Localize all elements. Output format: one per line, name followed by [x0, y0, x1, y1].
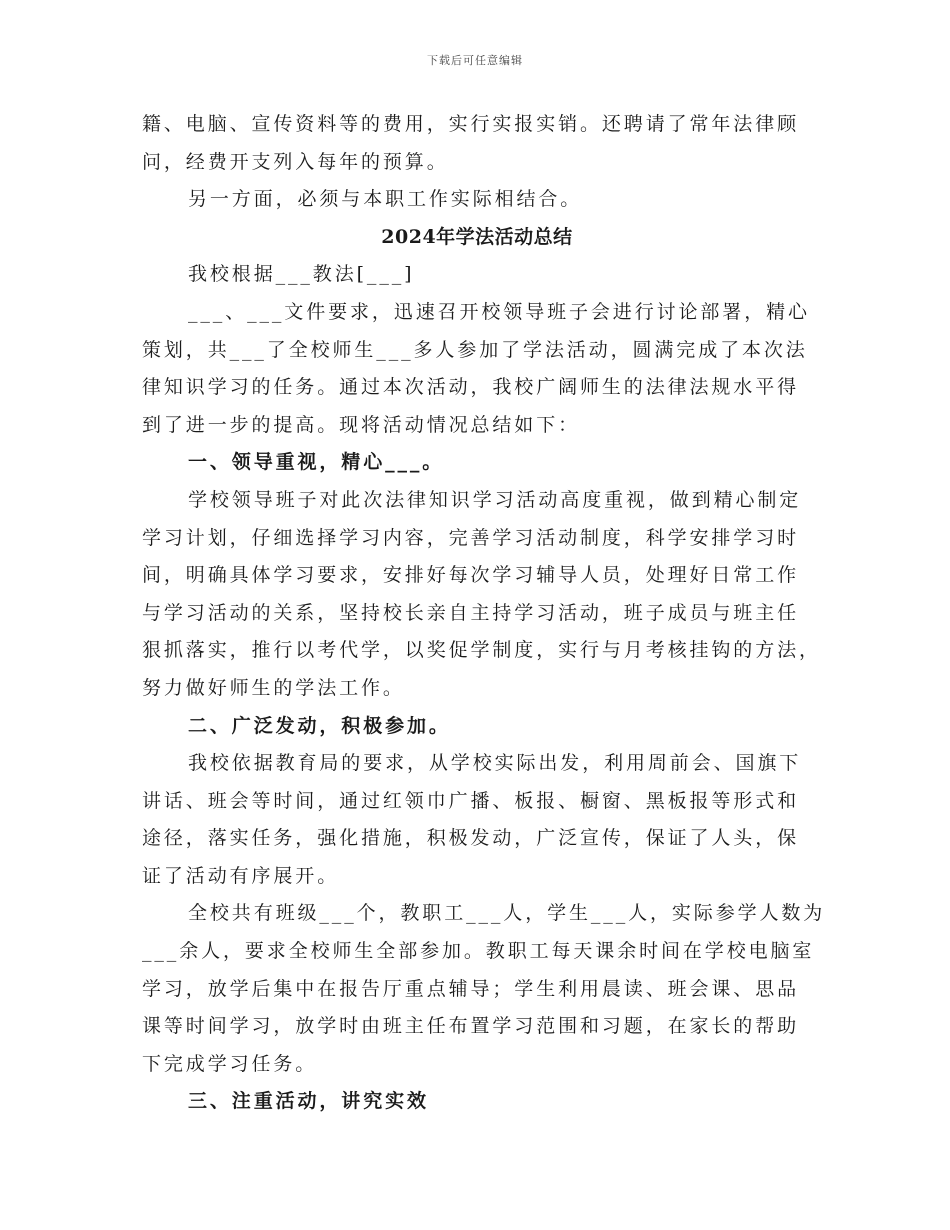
paragraph-line: 另一方面，必须与本职工作实际相结合。 [188, 188, 583, 211]
paragraph-line: 间，明确具体学习要求，安排好每次学习辅导人员，处理好日常工作 [142, 564, 800, 587]
paragraph-line: 课等时间学习，放学时由班主任布置学习范围和习题，在家长的帮助 [142, 1015, 800, 1038]
paragraph-line: 途径，落实任务，强化措施，积极发动，广泛宣传，保证了人头，保 [142, 827, 800, 850]
paragraph-line: 到了进一步的提高。现将活动情况总结如下： [142, 413, 581, 436]
document-title: 2024年学法活动总结 [381, 225, 573, 248]
page-header: 下载后可任意编辑 [427, 54, 523, 67]
paragraph-line: 学习计划，仔细选择学习内容，完善学习活动制度，科学安排学习时 [142, 526, 800, 549]
paragraph-line: ___、___文件要求，迅速召开校领导班子会进行讨论部署，精心 [188, 300, 810, 323]
paragraph-line: 策划，共___了全校师生___多人参加了学法活动，圆满完成了本次法 [142, 338, 808, 361]
paragraph-line: 讲话、班会等时间，通过红领巾广播、板报、橱窗、黑板报等形式和 [142, 789, 800, 812]
paragraph-line: 努力做好师生的学法工作。 [142, 676, 405, 699]
paragraph-line: 学习，放学后集中在报告厅重点辅导；学生利用晨读、班会课、思品 [142, 977, 800, 1000]
paragraph-line: ___余人，要求全校师生全部参加。教职工每天课余时间在学校电脑室 [142, 940, 815, 963]
paragraph-line: 证了活动有序展开。 [142, 864, 340, 887]
paragraph-line: 籍、电脑、宣传资料等的费用，实行实报实销。还聘请了常年法律顾 [142, 113, 800, 135]
paragraph-line: 我校根据___教法[___] [188, 263, 415, 286]
paragraph-line: 学校领导班子对此次法律知识学习活动高度重视，做到精心制定 [188, 488, 802, 511]
paragraph-line: 下完成学习任务。 [142, 1052, 318, 1075]
paragraph-line: 我校依据教育局的要求，从学校实际出发，利用周前会、国旗下 [188, 752, 802, 775]
section-heading: 二、广泛发动，积极参加。 [188, 714, 451, 737]
section-heading: 一、领导重视，精心___。 [188, 451, 445, 474]
document-body [142, 106, 826, 1121]
section-heading: 三、注重活动，讲究实效 [188, 1090, 429, 1113]
paragraph-line: 律知识学习的任务。通过本次活动，我校广阔师生的法律法规水平得 [142, 376, 800, 399]
paragraph-line: 全校共有班级___个，教职工___人，学生___人，实际参学人数为 [188, 902, 826, 925]
paragraph-line: 问，经费开支列入每年的预算。 [142, 150, 449, 173]
paragraph-line: 与学习活动的关系，坚持校长亲自主持学习活动，班子成员与班主任 [142, 601, 800, 624]
paragraph-line: 狠抓落实，推行以考代学，以奖促学制度，实行与月考核挂钩的方法， [142, 639, 821, 662]
